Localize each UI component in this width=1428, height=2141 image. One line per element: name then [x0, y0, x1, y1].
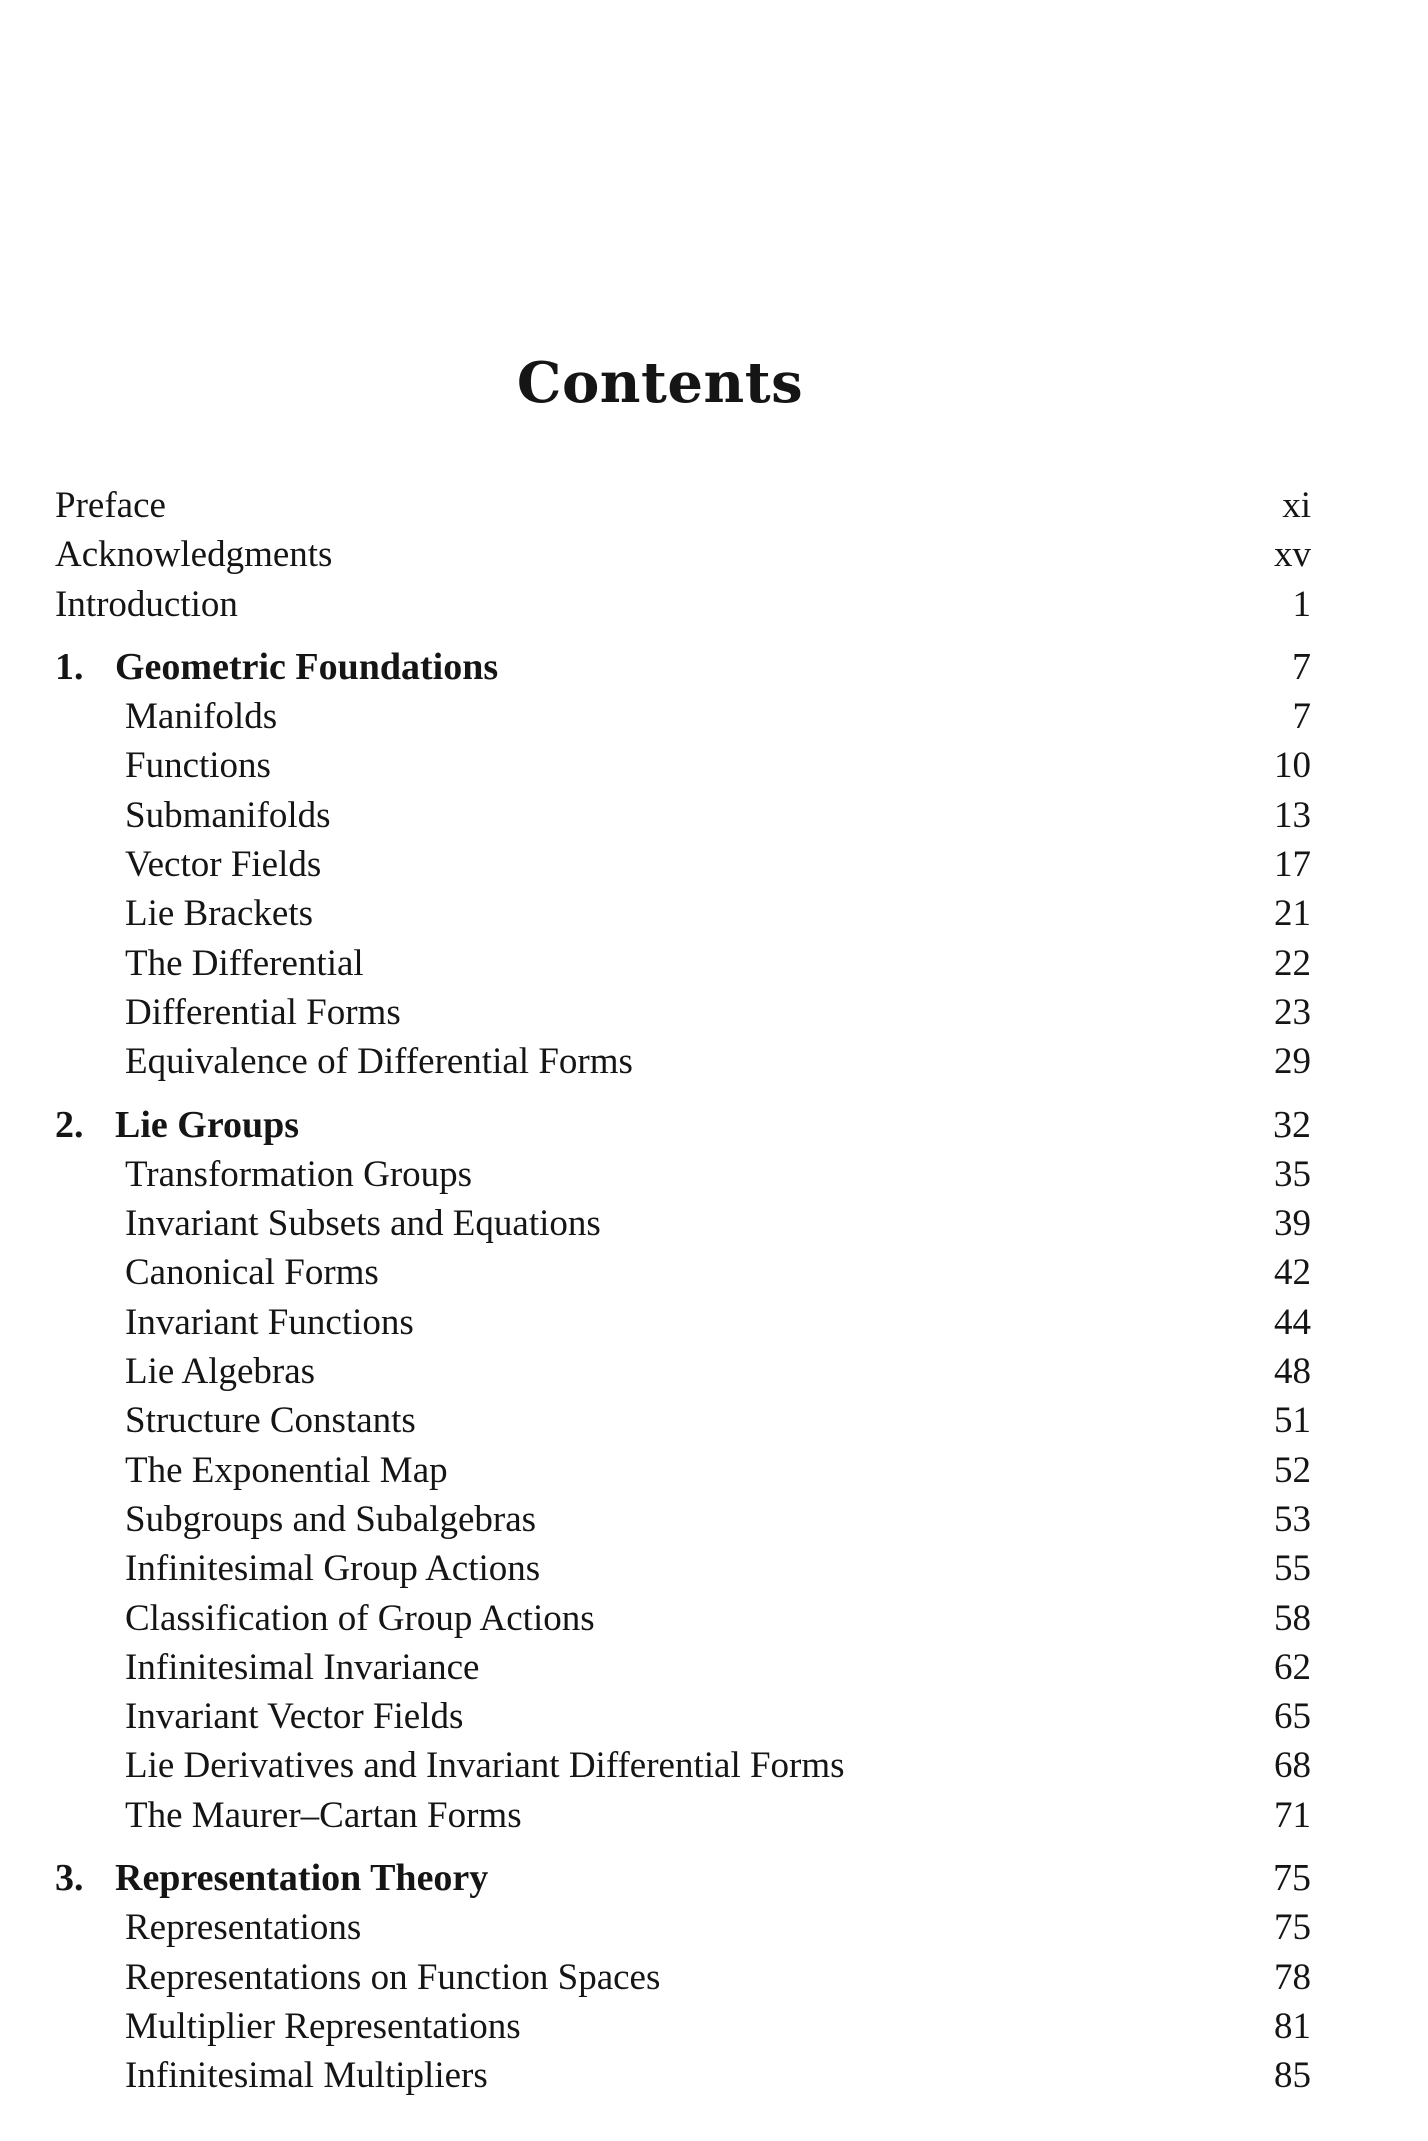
section-entry[interactable] — [55, 692, 1311, 741]
section-entry[interactable] — [55, 1741, 1311, 1790]
section-entry[interactable] — [55, 1199, 1311, 1248]
section-entry[interactable] — [55, 741, 1311, 790]
section-entry[interactable] — [55, 1248, 1311, 1297]
chapter-title: Representation Theory — [115, 1857, 489, 1900]
section-entry[interactable] — [55, 791, 1311, 840]
page-number: 58 — [1274, 1597, 1311, 1639]
section-entry[interactable] — [55, 1495, 1311, 1544]
chapter-heading[interactable] — [55, 1101, 1311, 1150]
section-title: Subgroups and Subalgebras — [125, 1498, 537, 1540]
section-title: Lie Derivatives and Invariant Differential Forms — [125, 1745, 845, 1787]
section-title: Lie Algebras — [125, 1351, 316, 1393]
page-number: 35 — [1274, 1153, 1311, 1195]
section-entry[interactable] — [55, 1037, 1311, 1086]
section-title: The Differential — [125, 942, 364, 984]
page-number: 32 — [1273, 1103, 1311, 1146]
section-entry[interactable] — [55, 1903, 1311, 1952]
section-title: Representations on Function Spaces — [125, 1956, 661, 1998]
section-title: Lie Brackets — [125, 893, 313, 935]
page-number: 23 — [1274, 991, 1311, 1033]
page-number: 71 — [1274, 1794, 1311, 1836]
section-title: The Maurer–Cartan Forms — [125, 1794, 522, 1836]
page-number: 55 — [1274, 1548, 1311, 1590]
section-title: Infinitesimal Invariance — [125, 1646, 480, 1688]
section-title: Equivalence of Differential Forms — [125, 1041, 633, 1083]
section-title: Infinitesimal Group Actions — [125, 1548, 541, 1590]
chapter-number: 2. — [55, 1103, 84, 1146]
page-number: 1 — [1292, 583, 1311, 625]
chapter-number: 3. — [55, 1857, 84, 1900]
page-number: 62 — [1274, 1646, 1311, 1688]
page-number: 75 — [1273, 1857, 1311, 1900]
page-number: 22 — [1274, 942, 1311, 984]
section-title: Functions — [125, 745, 271, 787]
section-entry[interactable] — [55, 1347, 1311, 1396]
section-title: Differential Forms — [125, 991, 401, 1033]
section-entry[interactable] — [55, 2051, 1311, 2100]
section-title: Invariant Subsets and Equations — [125, 1203, 601, 1245]
section-entry[interactable] — [55, 988, 1311, 1037]
chapter-title: Lie Groups — [115, 1103, 300, 1146]
section-title: Submanifolds — [125, 794, 331, 836]
page-number: 75 — [1274, 1907, 1311, 1949]
section-entry[interactable] — [55, 1643, 1311, 1692]
page-number: 42 — [1274, 1252, 1311, 1294]
section-entry[interactable] — [55, 1298, 1311, 1347]
section-entry[interactable] — [55, 1150, 1311, 1199]
section-title: Multiplier Representations — [125, 2005, 521, 2047]
section-title: Structure Constants — [125, 1400, 416, 1442]
page-number: 81 — [1274, 2005, 1311, 2047]
toc-entry-acknowledgments[interactable] — [55, 530, 1311, 579]
section-entry[interactable] — [55, 1446, 1311, 1495]
section-title: Invariant Vector Fields — [125, 1696, 464, 1738]
page-number: 17 — [1274, 844, 1311, 886]
section-entry[interactable] — [55, 1544, 1311, 1593]
page-number: xi — [1282, 485, 1311, 526]
page-number: 52 — [1274, 1449, 1311, 1491]
chapter-number: 1. — [55, 645, 84, 688]
page-title: Contents — [516, 349, 804, 416]
page-number: 7 — [1292, 645, 1311, 688]
page-number: 48 — [1274, 1351, 1311, 1393]
page-number: 53 — [1274, 1498, 1311, 1540]
page-number: 13 — [1274, 794, 1311, 836]
section-title: The Exponential Map — [125, 1449, 448, 1491]
page-number: 39 — [1274, 1203, 1311, 1245]
section-entry[interactable] — [55, 889, 1311, 938]
toc-list — [55, 481, 1311, 2101]
section-title: Invariant Functions — [125, 1301, 414, 1343]
page-number: 85 — [1274, 2055, 1311, 2097]
entry-title: Introduction — [55, 583, 238, 625]
chapter-title: Geometric Foundations — [115, 645, 499, 688]
page-number: 78 — [1274, 1956, 1311, 1998]
section-entry[interactable] — [55, 840, 1311, 889]
section-title: Manifolds — [125, 696, 278, 738]
section-title: Transformation Groups — [125, 1153, 473, 1195]
page-number: 51 — [1274, 1400, 1311, 1442]
section-entry[interactable] — [55, 1594, 1311, 1643]
page-number: 7 — [1292, 696, 1311, 738]
section-title: Canonical Forms — [125, 1252, 379, 1294]
entry-title: Preface — [55, 485, 166, 526]
section-entry[interactable] — [55, 1953, 1311, 2002]
section-entry[interactable] — [55, 1791, 1311, 1840]
toc-entry-introduction[interactable] — [55, 580, 1311, 629]
toc-entry-preface[interactable] — [55, 481, 1311, 530]
page-number: 29 — [1274, 1041, 1311, 1083]
section-title: Representations — [125, 1907, 362, 1949]
page-number: 10 — [1274, 745, 1311, 787]
chapter-heading[interactable] — [55, 643, 1311, 692]
page-number: 68 — [1274, 1745, 1311, 1787]
page-number: 65 — [1274, 1696, 1311, 1738]
section-entry[interactable] — [55, 2002, 1311, 2051]
page-number: xv — [1274, 534, 1311, 576]
section-entry[interactable] — [55, 1396, 1311, 1445]
section-title: Vector Fields — [125, 844, 322, 886]
section-title: Classification of Group Actions — [125, 1597, 595, 1639]
page-number: 21 — [1274, 893, 1311, 935]
section-entry[interactable] — [55, 1692, 1311, 1741]
page-number: 44 — [1274, 1301, 1311, 1343]
section-title: Infinitesimal Multipliers — [125, 2055, 488, 2097]
section-entry[interactable] — [55, 939, 1311, 988]
chapter-heading[interactable] — [55, 1854, 1311, 1903]
entry-title: Acknowledgments — [55, 534, 333, 576]
